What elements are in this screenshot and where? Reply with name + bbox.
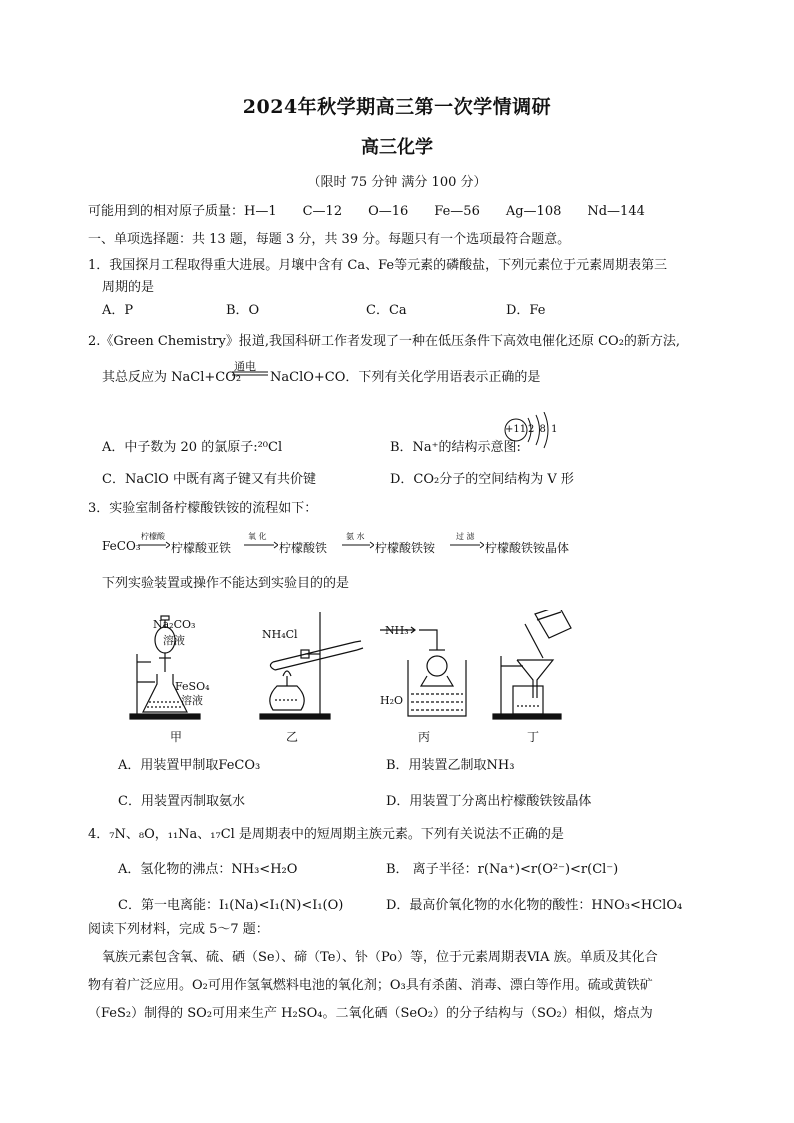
apparatus-name-bing: 丙 [418, 730, 431, 744]
jia-label-na2co3: Na₂CO₃ [153, 618, 196, 631]
q3-option-d: D．用装置丁分离出柠檬酸铁铵晶体 [386, 794, 592, 809]
q2-option-a: A．中子数为 20 的氯原子:²⁰Cl [102, 440, 283, 455]
jia-label-feso4: FeSO₄ [175, 680, 210, 693]
q4-stem: 4．₇N、₈O，₁₁Na、₁₇Cl 是周期表中的短周期主族元素。下列有关说法不正确的是 [88, 827, 564, 842]
q4-option-c: C．第一电离能：I₁(Na)<I₁(N)<I₁(O) [118, 898, 344, 913]
flow-step-3: 柠檬酸铁铵 [375, 541, 436, 555]
yi-label-nh4cl: NH₄Cl [262, 628, 298, 641]
q1-option-c: C．Ca [366, 303, 407, 318]
atomic-masses: 可能用到的相对原子质量：H—1 C—12 O—16 Fe—56 Ag—108 Nd—144 [88, 204, 645, 219]
q1-stem-cont: 周期的是 [102, 280, 155, 295]
q3-question: 下列实验装置或操作不能达到实验目的的是 [102, 576, 350, 591]
q3-stem: 3．实验室制备柠檬酸铁铵的流程如下： [88, 501, 318, 516]
flow-step-2: 柠檬酸铁 [279, 541, 328, 555]
apparatus-ding [493, 610, 571, 719]
flow-step-1: 柠檬酸亚铁 [171, 541, 232, 555]
q3-option-a: A．用装置甲制取FeCO₃ [118, 758, 261, 773]
bing-label-nh3: NH₃ [385, 624, 409, 637]
flow-reagent-2: 氧 化 [248, 532, 267, 541]
q2-option-d: D．CO₂分子的空间结构为 V 形 [390, 472, 574, 487]
flow-product: 柠檬酸铁铵晶体 [485, 541, 570, 555]
na-electron-shells: 2 8 1 [528, 424, 559, 435]
q2-option-c: C．NaClO 中既有离子键又有共价键 [102, 472, 316, 487]
jia-label-solution-1: 溶液 [163, 634, 185, 647]
na-nucleus-charge: +11 [505, 424, 527, 435]
reading-paragraph-line-1: 氧族元素包含氧、硫、硒（Se）、碲（Te）、钋（Po）等，位于元素周期表ⅥA 族。单质及其化合 [102, 950, 658, 965]
q2-stem: 2.《Green Chemistry》报道,我国科研工作者发现了一种在低压条件下高效电催化还原 CO₂的新方法, [88, 334, 681, 349]
q2-equation-condition: 通电 [234, 360, 256, 373]
q1-stem: 1．我国探月工程取得重大进展。月壤中含有 Ca、Fe等元素的磷酸盐，下列元素位于元素周期表第三 [88, 258, 668, 273]
q4-option-b: B． 离子半径：r(Na⁺)<r(O²⁻)<r(Cl⁻) [386, 862, 619, 877]
flow-arrow-icon [450, 541, 484, 549]
flow-reagent-1: 柠檬酸 [141, 532, 165, 541]
flow-arrow-icon [244, 541, 278, 549]
q3-option-c: C．用装置丙制取氨水 [118, 794, 245, 809]
q2-equation-right: NaClO+CO．下列有关化学用语表示正确的是 [270, 370, 541, 385]
q1-option-d: D．Fe [506, 303, 546, 318]
equals-sign-icon [232, 371, 268, 377]
q3-option-b: B．用装置乙制取NH₃ [386, 758, 515, 773]
section-heading: 一、单项选择题：共 13 题，每题 3 分，共 39 分。每题只有一个选项最符合题意。 [88, 232, 571, 247]
q4-option-a: A．氢化物的沸点：NH₃<H₂O [118, 862, 298, 877]
reading-paragraph-line-2: 物有着广泛应用。O₂可用作氢氧燃料电池的氧化剂；O₃具有杀菌、消毒、漂白等作用。硫或黄铁矿 [88, 978, 653, 993]
subject-title: 高三化学 [361, 137, 433, 158]
q4-option-d: D．最高价氧化物的水化物的酸性：HNO₃<HClO₄ [386, 898, 683, 913]
flow-start: FeCO₃ [102, 539, 141, 553]
page-title: 2024年秋学期高三第一次学情调研 [242, 96, 552, 118]
apparatus-name-yi: 乙 [286, 730, 299, 744]
flow-arrow-icon [138, 541, 170, 549]
flow-reagent-4: 过 滤 [456, 532, 475, 541]
bing-label-h2o: H₂O [380, 694, 404, 707]
apparatus-name-ding: 丁 [527, 730, 540, 744]
reading-paragraph-line-3: （FeS₂）制得的 SO₂可用来生产 H₂SO₄。二氧化硒（SeO₂）的分子结构与（SO₂）相似，熔点为 [88, 1006, 653, 1021]
jia-label-solution-2: 溶液 [181, 694, 203, 707]
flow-arrow-icon [342, 541, 374, 549]
flow-reagent-3: 氨 水 [346, 532, 365, 541]
q1-option-b: B．O [226, 303, 260, 318]
q2-option-b: B．Na⁺的结构示意图: [390, 440, 521, 455]
q2-equation-left: 其总反应为 NaCl+CO₂ [102, 370, 242, 385]
apparatus-name-jia: 甲 [170, 730, 183, 744]
time-limit: （限时 75 分钟 满分 100 分） [307, 175, 487, 190]
q1-option-a: A．P [102, 303, 134, 318]
reading-intro: 阅读下列材料，完成 5～7 题： [88, 922, 269, 937]
